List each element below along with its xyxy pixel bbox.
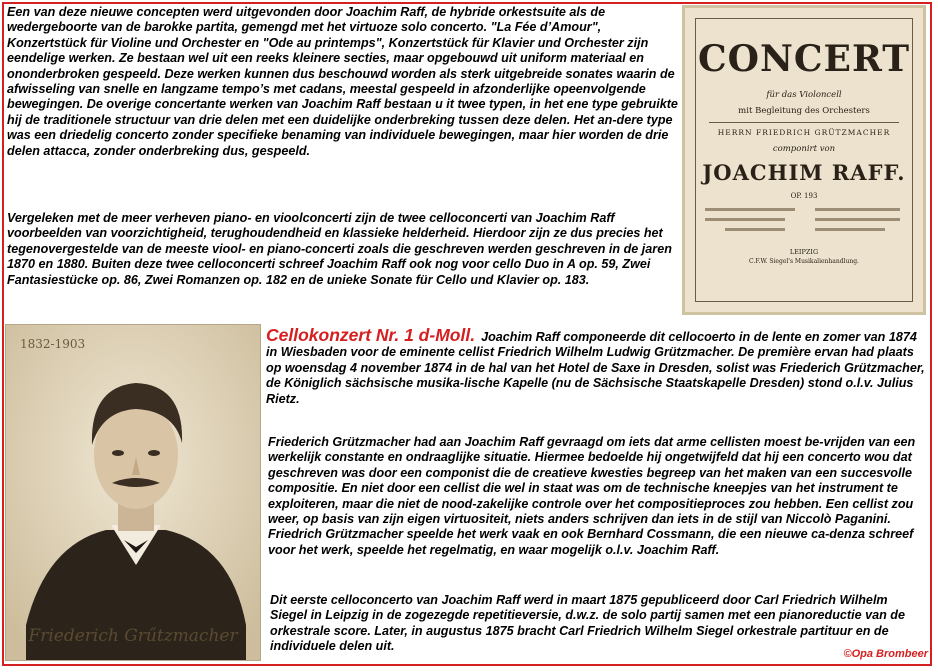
paragraph-grutzmacher-request: Friederich Grützmacher had aan Joachim Raff gevraagd om iets dat arme cellisten moest be-vrijden van een werkelijk constante en ondraaglijke situatie. Hiermee bedoelde hij ongetwijfeld dat hij een concerto wou dat geschreven was door een componist die de creatieve kwesties begreep van het maken van een succesvolle compositie. En niet door een cellist die wel in staat was om de technische kneepjes van het instrument te exploiteren, maar die niet de nood-zakelijke controle over het compositieproces zou hebben. Een cellist zou weer, op basis van zijn eigen virtuositeit, niets anders schrijven dan iets in de stijl van Niccolò Paganini. Friedrich Grützmacher speelde het werk vaak en ook Bernhard Cossmann, die een nieuwe ca-denza schreef voor het werk, speelde het regelmatig, en waar mogelijk o.l.v. Joachim Raff. — [268, 435, 916, 557]
paragraph-premiere-text: Joachim Raff componeerde dit cellocoerto in de lente en zomer van 1874 in Wiesbaden voor de eminente cellist Friedrich Wilhelm Ludwig Grützmacher. De première ervan had plaats op woensdag 4 november 1874 in de hal van het Hotel de Saxe in Dresden, solist was Friederich Grützmacher, de Königlich sächsische musika-lische Kapelle (nu de Sächsische Staatskapelle Dresden) stond o.l.v. Julius Rietz. — [266, 330, 925, 406]
section-heading: Cellokonzert Nr. 1 d-Moll. — [266, 325, 476, 345]
score-title: CONCERT — [697, 38, 911, 80]
portrait-name: Friederich Grűtzmacher — [28, 626, 238, 646]
score-price-line — [705, 208, 795, 211]
portrait-years: 1832-1903 — [20, 337, 86, 351]
score-composer: JOACHIM RAFF. — [702, 160, 906, 185]
score-dedication-line-2: mit Begleitung des Orchesters — [738, 106, 870, 116]
score-price-line — [705, 218, 785, 221]
portrait-figure-illustration — [6, 325, 260, 660]
paragraph-publication: Dit eerste celloconcerto van Joachim Raff werd in maart 1875 gepubliceerd door Carl Friedrich Wilhelm Siegel in Leipzig in de zogezegde repetitieversie, d.w.z. de solo partij samen met een pianoreductie van de orkestrale score. Later, in augustus 1875 bracht Carl Friedrich Wilhelm Siegel orkestrale partituur en de individuele delen uit. — [270, 593, 905, 654]
score-price-line — [725, 228, 785, 231]
paragraph-hybrid-orchestral-suite: Een van deze nieuwe concepten werd uitgevonden door Joachim Raff, de hybride orkestsuite als de wedergeboorte van de barokke partita, gemengd met het virtuoze solo concerto. "La Fée d’Amour", Konzertstück für Violine und Orchester en "Ode au printemps", Konzertstück für Klavier und Orchester zijn eendelige werken. Ze bestaan wel uit een reeks kleinere secties, maar opgebouwd uit uniform materiaal en ononderbroken gespeeld. Deze werken kunnen dus beschouwd worden als sterk uitgebreide sonates waarin de afwisseling van snelle en langzame tempo’s met cadans, meestal gespeeld in afzonderlijke opeenvolgende bewegingen. De overige concertante werken van Joachim Raff bestaan u it twee typen, in het ene type gebruikte hij de traditionele structuur van drie delen met een duidelijke onderbreking tussen deze delen. Het an-dere type was een driedelig concerto zonder specifieke benaming van individuele bewegingen, maar hier worden de drie delen attacca, zonder onderbreking dus, gespeeld. — [7, 5, 678, 158]
score-publisher: C.F.W. Siegel's Musikalienhandlung. — [749, 258, 859, 265]
score-rule — [709, 122, 899, 123]
portrait-photo — [5, 324, 261, 661]
score-price-line — [815, 228, 885, 231]
score-title-page-image — [682, 5, 926, 315]
score-dedication-line-1: für das Violoncell — [766, 90, 842, 100]
score-city: LEIPZIG — [789, 248, 819, 256]
score-dedicatee: HERRN FRIEDRICH GRÜTZMACHER — [717, 128, 891, 137]
score-composed-by: componirt von — [772, 144, 836, 154]
paragraph-cello-concerto-premiere — [266, 325, 928, 407]
paragraph-cello-concerti-comparison: Vergeleken met de meer verheven piano- en vioolconcerti zijn de twee celloconcerti van Joachim Raff voorbeelden van voorzichtigheid, terughoudendheid en klassieke helderheid. Hierdoor zijn ze dus precies het tegenovergestelde van de meeste viool- en piano-concerti zoals die geschreven werden geschreven in de jaren 1870 en 1880. Buiten deze twee celloconcerti schreef Joachim Raff ook nog voor cello Duo in A op. 59, Zwei Fantasiestücke op. 86, Zwei Romanzen op. 182 en de unieke Sonate für Cello und Klavier op. 183. — [7, 211, 672, 287]
copyright-credit: ©Opa Brombeer — [843, 648, 928, 660]
score-price-line — [815, 208, 900, 211]
score-price-line — [815, 218, 900, 221]
score-opus: OP. 193 — [790, 192, 818, 200]
